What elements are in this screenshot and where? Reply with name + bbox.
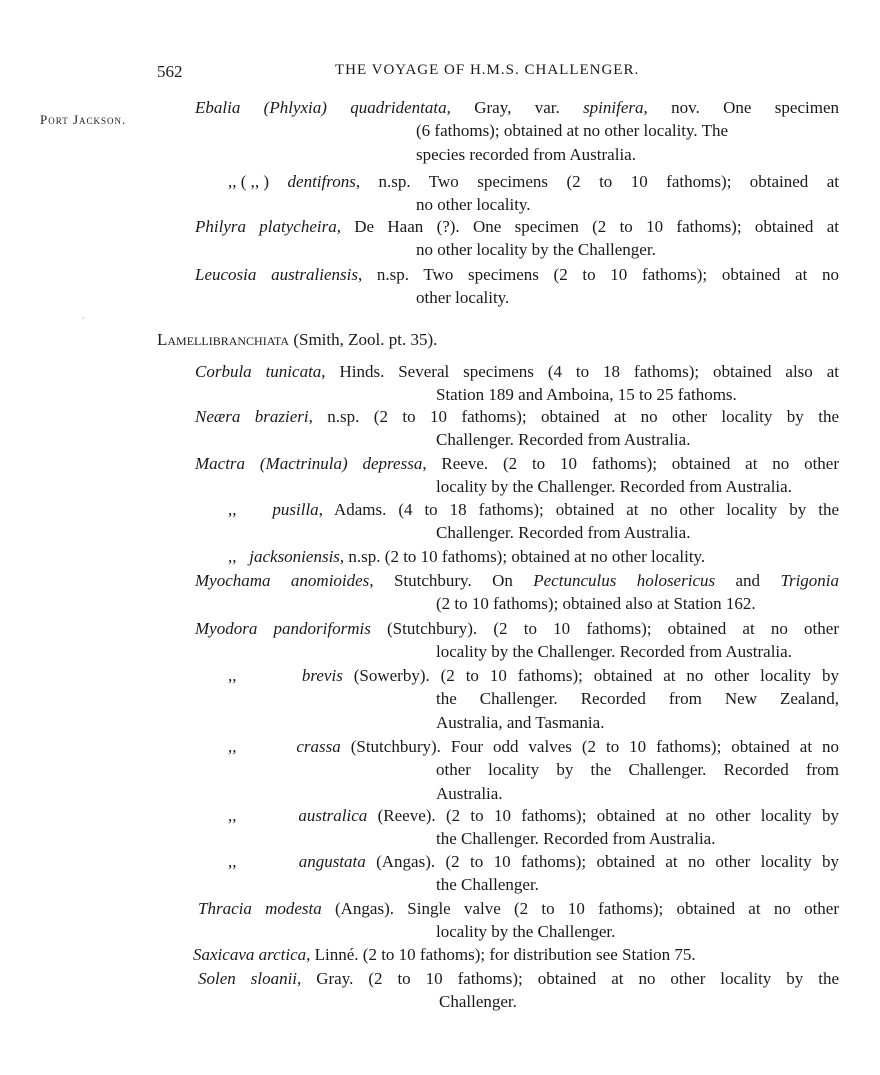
species-entry: ,, angustata (Angas). (2 to 10 fathoms); obtained at no other locality by the Challenger. xyxy=(228,852,840,895)
species-name: crassa xyxy=(296,737,341,756)
species-entry: Leucosia australiensis, n.sp. Two specimens (2 to 10 fathoms); obtained at no other locality. xyxy=(195,265,839,308)
species-entry: Myochama anomioides, Stutchbury. On Pectunculus holosericus and Trigonia (2 to 10 fathoms); obtained also at Station 162. xyxy=(195,571,840,614)
species-entry: Ebalia (Phlyxia) quadridentata, Gray, var. spinifera, nov. One specimen (6 fathoms); obtained at no other locality. The species recorded from Australia. xyxy=(195,98,839,164)
species-name: Philyra platycheira xyxy=(195,217,337,236)
species-entry: ,, pusilla, Adams. (4 to 18 fathoms); obtained at no other locality by the Challenger. Recorded from Australia. xyxy=(228,500,839,543)
running-title: THE VOYAGE OF H.M.S. CHALLENGER. xyxy=(335,62,640,78)
margin-mark: · xyxy=(82,314,85,323)
species-name: brevis xyxy=(301,666,343,685)
ditto-mark: ,, xyxy=(228,806,237,825)
species-entry: Myodora pandoriformis (Stutchbury). (2 to 10 fathoms); obtained at no other locality by the Challenger. Recorded from Australia. xyxy=(195,619,839,662)
species-entry: Neæra brazieri, n.sp. (2 to 10 fathoms); obtained at no other locality by the Challenger. Recorded from Australia. xyxy=(195,407,839,450)
species-name: australica xyxy=(298,806,368,825)
species-name: Myochama anomioides xyxy=(195,571,370,590)
species-name: Mactra (Mactrinula) depressa xyxy=(195,454,423,473)
page-number: 562 xyxy=(157,62,183,81)
ditto-mark: ,, xyxy=(228,737,237,756)
species-entry: Thracia modesta (Angas). Single valve (2 to 10 fathoms); obtained at no other locality by the Challenger. xyxy=(198,899,839,942)
species-entry: ,, australica (Reeve). (2 to 10 fathoms); obtained at no other locality by the Challenger. Recorded from Australia. xyxy=(228,806,839,849)
species-entry: Solen sloanii, Gray. (2 to 10 fathoms); obtained at no other locality by the Challenger. xyxy=(198,969,839,1012)
species-name: Saxicava arctica xyxy=(193,945,307,964)
species-entry: ,, crassa (Stutchbury). Four odd valves (2 to 10 fathoms); obtained at no other locality by the Challenger. Recorded from Australia. xyxy=(228,737,840,803)
species-entry: Mactra (Mactrinula) depressa, Reeve. (2 to 10 fathoms); obtained at no other locality by the Challenger. Recorded from Australia. xyxy=(195,454,840,497)
species-name: jacksoniensis xyxy=(249,547,340,566)
species-name: dentifrons xyxy=(287,172,356,191)
species-name: Thracia modesta xyxy=(198,899,322,918)
ditto-mark: ,, xyxy=(228,500,237,519)
ditto-mark: ,, ( ,, ) xyxy=(228,172,270,191)
species-name: Neæra brazieri xyxy=(195,407,309,426)
species-name: Myodora pandoriformis xyxy=(195,619,371,638)
species-entry: Corbula tunicata, Hinds. Several specimens (4 to 18 fathoms); obtained also at Station 189 and Amboina, 15 to 25 fathoms. xyxy=(195,362,839,405)
station-label: Port Jackson. xyxy=(40,112,127,127)
species-name: angustata xyxy=(298,852,366,871)
section-heading: Lamellibranchiata (Smith, Zool. pt. 35). xyxy=(157,330,438,349)
ditto-mark: ,, xyxy=(228,666,237,685)
species-name: Solen sloanii xyxy=(198,969,298,988)
species-entry: Philyra platycheira, De Haan (?). One specimen (2 to 10 fathoms); obtained at no other locality by the Challenger. xyxy=(195,217,839,260)
species-entry: ,, jacksoniensis, n.sp. (2 to 10 fathoms); obtained at no other locality. xyxy=(228,545,839,568)
species-name: Ebalia (Phlyxia) quadridentata xyxy=(195,98,447,117)
species-name: pusilla xyxy=(272,500,319,519)
ditto-mark: ,, xyxy=(228,547,237,566)
species-name: Leucosia australiensis xyxy=(195,265,358,284)
species-entry: ,, ( ,, ) dentifrons, n.sp. Two specimens (2 to 10 fathoms); obtained at no other locality. xyxy=(228,172,840,215)
ditto-mark: ,, xyxy=(228,852,237,871)
species-name: Corbula tunicata xyxy=(195,362,322,381)
species-entry: Saxicava arctica, Linné. (2 to 10 fathoms); for distribution see Station 75. xyxy=(193,945,696,964)
species-entry: ,, brevis (Sowerby). (2 to 10 fathoms); obtained at no other locality by the Challenger. Recorded from New Zealand, Australia, and Tasmania. xyxy=(228,666,840,732)
